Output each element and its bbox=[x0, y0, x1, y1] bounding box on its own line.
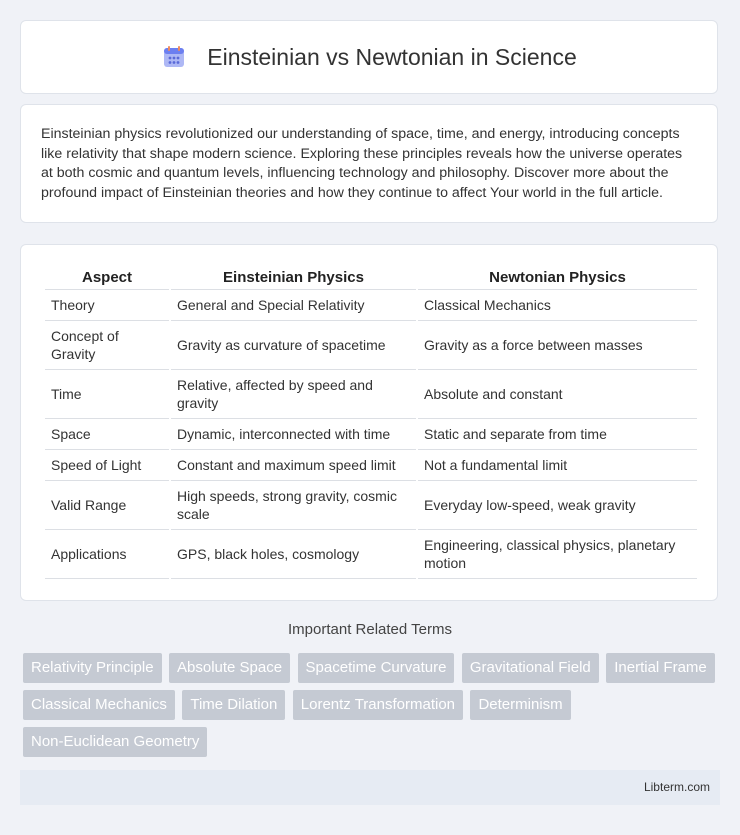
cell-aspect: Applications bbox=[45, 530, 169, 579]
comparison-table bbox=[43, 263, 699, 579]
cell-newtonian: Absolute and constant bbox=[418, 370, 697, 419]
table-row bbox=[45, 481, 697, 530]
cell-newtonian: Not a fundamental limit bbox=[418, 450, 697, 481]
cell-newtonian: Static and separate from time bbox=[418, 419, 697, 450]
tag-classical-mechanics[interactable]: Classical Mechanics bbox=[23, 690, 175, 720]
table-row bbox=[45, 370, 697, 419]
calendar-icon bbox=[161, 44, 187, 70]
table-row bbox=[45, 321, 697, 370]
intro-card bbox=[20, 104, 718, 223]
tag-determinism[interactable]: Determinism bbox=[470, 690, 570, 720]
table-row bbox=[45, 290, 697, 321]
cell-aspect: Concept of Gravity bbox=[45, 321, 169, 370]
cell-newtonian: Classical Mechanics bbox=[418, 290, 697, 321]
cell-newtonian: Everyday low-speed, weak gravity bbox=[418, 481, 697, 530]
cell-einsteinian: Gravity as curvature of spacetime bbox=[171, 321, 416, 370]
tag-absolute-space[interactable]: Absolute Space bbox=[169, 653, 290, 683]
tag-gravitational-field[interactable]: Gravitational Field bbox=[462, 653, 599, 683]
tag-inertial-frame[interactable]: Inertial Frame bbox=[606, 653, 715, 683]
cell-einsteinian: Relative, affected by speed and gravity bbox=[171, 370, 416, 419]
cell-newtonian: Engineering, classical physics, planetary motion bbox=[418, 530, 697, 579]
column-header-newtonian: Newtonian Physics bbox=[418, 263, 697, 290]
cell-aspect: Space bbox=[45, 419, 169, 450]
footer bbox=[20, 770, 720, 805]
related-terms-list bbox=[23, 653, 723, 764]
cell-einsteinian: High speeds, strong gravity, cosmic scale bbox=[171, 481, 416, 530]
table-row bbox=[45, 450, 697, 481]
cell-aspect: Valid Range bbox=[45, 481, 169, 530]
cell-einsteinian: GPS, black holes, cosmology bbox=[171, 530, 416, 579]
column-header-aspect: Aspect bbox=[45, 263, 169, 290]
page-title: Einsteinian vs Newtonian in Science bbox=[207, 43, 577, 70]
cell-aspect: Speed of Light bbox=[45, 450, 169, 481]
cell-einsteinian: General and Special Relativity bbox=[171, 290, 416, 321]
tag-lorentz-transformation[interactable]: Lorentz Transformation bbox=[293, 690, 463, 720]
table-row bbox=[45, 530, 697, 579]
cell-aspect: Theory bbox=[45, 290, 169, 321]
tag-non-euclidean-geometry[interactable]: Non-Euclidean Geometry bbox=[23, 727, 207, 757]
related-terms-title: Important Related Terms bbox=[288, 621, 452, 638]
tag-spacetime-curvature[interactable]: Spacetime Curvature bbox=[298, 653, 455, 683]
cell-einsteinian: Dynamic, interconnected with time bbox=[171, 419, 416, 450]
table-header-row bbox=[45, 263, 697, 290]
cell-newtonian: Gravity as a force between masses bbox=[418, 321, 697, 370]
cell-aspect: Time bbox=[45, 370, 169, 419]
tag-time-dilation[interactable]: Time Dilation bbox=[182, 690, 285, 720]
tag-relativity-principle[interactable]: Relativity Principle bbox=[23, 653, 162, 683]
column-header-einsteinian: Einsteinian Physics bbox=[171, 263, 416, 290]
comparison-table-card bbox=[20, 244, 718, 601]
footer-site-link[interactable]: Libterm.com bbox=[643, 780, 710, 794]
intro-text: Einsteinian physics revolutionized our understanding of space, time, and energy, introducing concepts like relativity that shape modern science. Exploring these principles reveals how the universe operates at both cosmic and quantum levels, influencing technology and philosophy. Discover more about the profound impact of Einsteinian theories and how they continue to affect Your world in the full article. bbox=[41, 126, 683, 201]
header-card bbox=[20, 20, 718, 94]
cell-einsteinian: Constant and maximum speed limit bbox=[171, 450, 416, 481]
table-row bbox=[45, 419, 697, 450]
